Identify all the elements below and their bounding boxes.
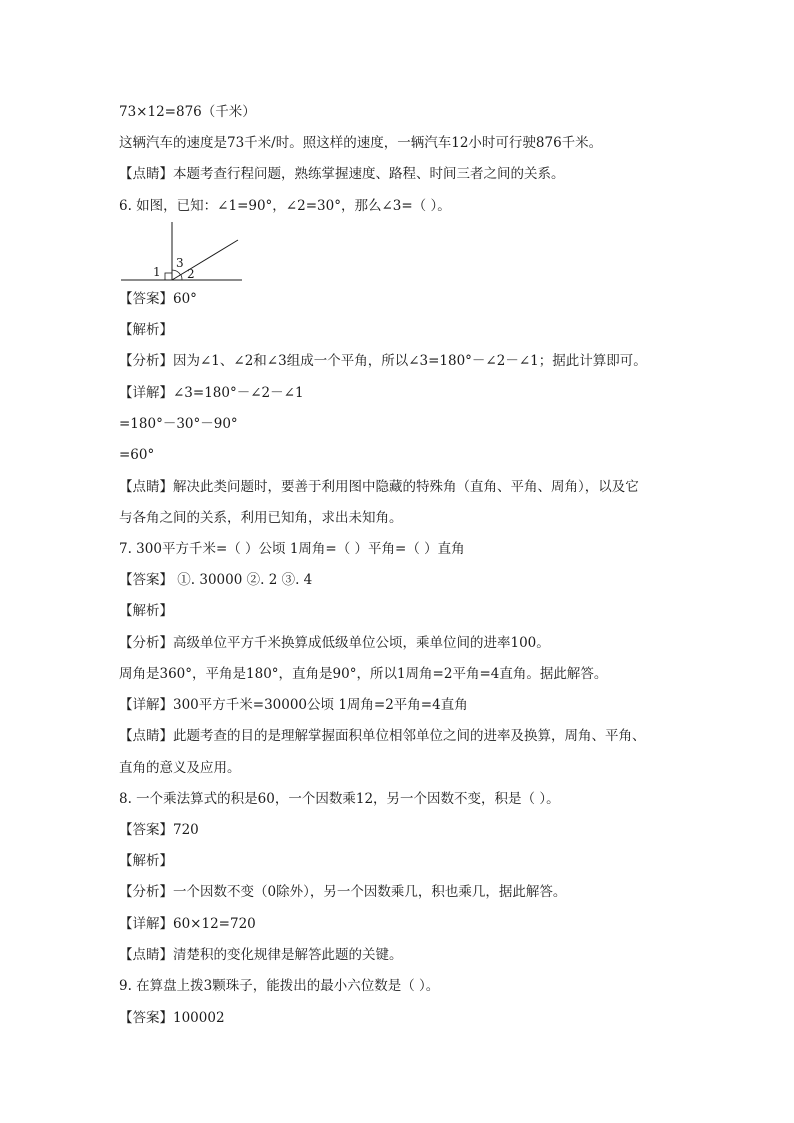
line-5: 【答案】60° — [119, 291, 197, 307]
line-1: 73×12=876（千米） — [119, 104, 256, 120]
line-19: 【点睛】此题考查的目的是理解掌握面积单位相邻单位之间的进率及换算，周角、平角、 — [119, 728, 646, 744]
line-24: 【分析】一个因数不变（0除外），另一个因数乘几，积也乘几，据此解答。 — [119, 884, 567, 900]
line-2: 这辆汽车的速度是73千米/时。照这样的速度，一辆汽车12小时可行驶876千米。 — [119, 135, 603, 151]
line-11: 【点睛】解决此类问题时，要善于利用图中隐藏的特殊角（直角、平角、周角），以及它 — [119, 479, 639, 495]
line-28: 【答案】100002 — [119, 1010, 225, 1026]
line-16: 【分析】高级单位平方千米换算成低级单位公顷，乘单位间的进率100。 — [119, 635, 550, 651]
line-21: 8. 一个乘法算式的积是60，一个因数乘12，另一个因数不变，积是（ ）。 — [119, 791, 560, 807]
line-23: 【解析】 — [119, 853, 173, 869]
line-25: 【详解】60×12=720 — [119, 916, 256, 932]
angle-figure — [116, 216, 246, 284]
line-6: 【解析】 — [119, 322, 173, 338]
arc-angle-2 — [181, 275, 182, 280]
angle-diagram — [116, 216, 246, 284]
line-7: 【分析】因为∠1、∠2和∠3组成一个平角，所以∠3=180°－∠2－∠1；据此计算即可。 — [119, 353, 647, 369]
line-18: 【详解】300平方千米=30000公顷 1周角=2平角=4直角 — [119, 697, 468, 713]
line-12: 与各角之间的关系，利用已知角，求出未知角。 — [119, 510, 403, 526]
line-22: 【答案】720 — [119, 822, 199, 838]
line-4: 6. 如图，已知：∠1=90°，∠2=30°，那么∠3=（ ）。 — [119, 198, 451, 214]
angle-label-1: 1 — [153, 265, 161, 279]
arc-angle-3 — [172, 270, 181, 275]
line-15: 【解析】 — [119, 603, 173, 619]
line-13: 7. 300平方千米=（ ）公顷 1周角=（ ）平角=（ ）直角 — [119, 541, 465, 557]
line-17: 周角是360°，平角是180°，直角是90°，所以1周角=2平角=4直角。据此解答。 — [119, 666, 608, 682]
line-27: 9. 在算盘上拨3颗珠子，能拨出的最小六位数是（ ）。 — [119, 978, 440, 994]
angle-label-2: 2 — [187, 267, 195, 281]
line-8: 【详解】∠3=180°－∠2－∠1 — [119, 385, 304, 401]
angle-label-3: 3 — [176, 256, 184, 270]
line-26: 【点睛】清楚积的变化规律是解答此题的关键。 — [119, 947, 403, 963]
line-10: =60° — [119, 447, 155, 463]
line-9: =180°－30°－90° — [119, 416, 238, 432]
line-20: 直角的意义及应用。 — [119, 760, 241, 776]
right-angle-mark — [165, 273, 172, 280]
line-14: 【答案】 ①. 30000 ②. 2 ③. 4 — [119, 572, 313, 588]
line-3: 【点睛】本题考查行程问题，熟练掌握速度、路程、时间三者之间的关系。 — [119, 166, 565, 182]
